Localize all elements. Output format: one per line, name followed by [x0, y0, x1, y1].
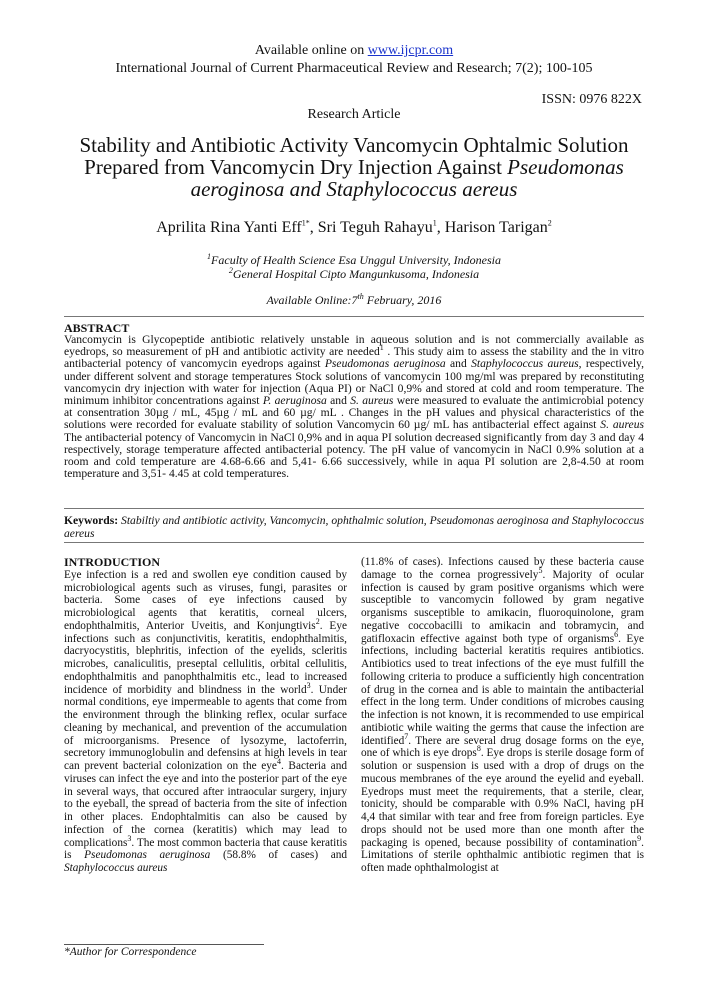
title-line-2 — [60, 156, 648, 178]
affiliation-2 — [0, 267, 708, 281]
intro-left-text-4: . Bacteria and viruses can infect the eye and into the posterior part of the eye in several ways, that occured after intraocular surgery, injury to the eyeball, the spread of bacteria from the site of infection in other places. Endophtalmitis can also be caused by infection of the cornea (keratitis) which may lead to complications — [64, 760, 347, 849]
intro-right-text-1: (11.8% of cases). Infections caused by these bacteria cause damage to the cornea progressively — [361, 556, 644, 581]
journal-site-link[interactable]: www.ijcpr.com — [367, 43, 454, 58]
affiliation-2-sup: 2 — [228, 266, 233, 275]
abstract-text-5: and — [326, 394, 351, 408]
issn: ISSN: 0976 822X — [541, 92, 642, 107]
intro-left-text-1: Eye infection is a red and swollen eye condition caused by microbiological agents such as viruses, fungi, parasites or bacteria. Some cases of eye infections caused by microbiological agents that keratitis, corneal ulcers, endophthalmitis, Anterior Uveitis, and Konjungtivis — [64, 568, 347, 632]
intro-heading: INTRODUCTION — [64, 555, 161, 569]
available-date-suffix: February, 2016 — [363, 293, 442, 307]
abstract-text-7: The antibacterial potency of Vancomycin in NaCl 0,9% and in aqua PI solution decreased significantly from day 3 and day 4 respectively, storage temperature affected antibacterial potency. The pH value of vancomycin in NaCl 0.9% solution at a room and cold temperature are 4.68-6.66 and 5,41- 6.66 successively, while in aqua PI solution are 2,8-4.50 at room temperature and 3,51- 4.45 at cold temperatures. — [64, 430, 644, 481]
paper-title — [60, 134, 648, 200]
abstract-italic-3: P. aeruginosa — [262, 394, 327, 408]
correspondence-footnote: *Author for Correspondence — [64, 946, 197, 958]
available-prefix: Available online on — [254, 43, 368, 58]
affiliations — [0, 253, 708, 281]
intro-column-right — [361, 556, 644, 875]
intro-right-sup-5: 9 — [637, 833, 642, 843]
abstract-top-rule — [64, 316, 644, 317]
abstract-text-4: , respectively, under different solvent and storage temperatures Stock solutions of vancomycin 100 mg/ml was prepared by reconstituting vancomycin dry injection with water for injection (Aqua PI) or NaCl 0,9% and stored at cold and room temperature. The minimum inhibitor concentrations against — [64, 357, 644, 408]
abstract-body — [64, 334, 644, 480]
intro-left-text-6: (58.8% of cases) and — [210, 849, 348, 862]
available-date-sup: th — [357, 292, 364, 301]
title-line-3-italic: aeroginosa and Staphylococcus aereus — [190, 177, 518, 201]
title-line-3 — [60, 178, 648, 200]
intro-left-sup-2: 3 — [306, 680, 311, 690]
keywords — [64, 515, 644, 540]
author-1-sup: 1* — [301, 218, 310, 228]
intro-left-sup-3: 4 — [276, 757, 281, 767]
intro-left-italic-2: Staphylococcus aureus — [64, 862, 168, 874]
abstract-italic-5: S. aureus — [600, 418, 645, 432]
title-line-1: Stability and Antibiotic Activity Vancomycin Ophtalmic Solution — [79, 133, 629, 157]
author-2: , Sri Teguh Rahayu — [309, 219, 433, 236]
intro-left-sup-1: 2 — [315, 616, 320, 626]
intro-right-sup-2: 6 — [614, 629, 619, 639]
intro-left-text-2: . Eye infections such as conjunctivitis, keratitis, endophthalmitis, dacryocystitis, blephritis, infection of the eyelids, scleritis microbes, canaliculitis, preseptal cellulitis, orbital cellulitis, endophthalmitis and panophthalmitis etc., lead to increased incidence of morbidity and blindness in the world — [64, 619, 347, 696]
intro-right-sup-1: 5 — [538, 565, 543, 575]
header-available-online — [0, 43, 708, 59]
intro-right-text-4: . There are several drug dosage forms on the eye, one of which is eye drops — [361, 734, 644, 760]
title-line-2-plain: Prepared from Vancomycin Dry Injection Against — [84, 155, 508, 179]
keywords-label: Keywords: — [64, 514, 119, 527]
abstract-text-1: Vancomycin is Glycopeptide antibiotic relatively unstable in aqueous solution and is not commercially available as eyedrops, so measurement of pH and antibiotic activity are needed — [64, 333, 644, 359]
title-line-2-italic: Pseudomonas — [507, 155, 624, 179]
abstract-text-2: . This study aim to assess the stability and the in vitro antibacterial potency of vancomycin eyedrops against — [64, 345, 644, 371]
intro-right-sup-4: 8 — [476, 744, 481, 754]
author-2-sup: 1 — [432, 218, 437, 228]
author-list — [0, 219, 708, 237]
abstract-heading: ABSTRACT — [64, 321, 130, 335]
intro-right-text-3: . Eye infections, including bacterial keratitis requires antibiotics. Antibiotics used to treat infections of the eye must fulfill the following criteria to produce a sufficiently high concentration of drug in the cornea and is able to maintain the antibacterial effect in the long term. Under conditions of microbes causing the infection is not known, it is recommended to use empirical antibiotic while waiting the germs that cause the infection are identified — [361, 632, 644, 747]
author-3: , Harison Tarigan — [436, 219, 548, 236]
abstract-text-6: were measured to evaluate the antimicrobial potency at consentration 30µg / mL, 45µg / mL and 60 µg/ mL . Changes in the pH values and physical characteristics of the solutions were recorded for evaluate stability of solution Vancomycin 60 µg/ mL has antibacterial effect against — [64, 394, 645, 432]
intro-left-sup-4: 3 — [127, 833, 132, 843]
journal-citation: International Journal of Current Pharmaceutical Review and Research; 7(2); 100-105 — [115, 61, 593, 76]
affiliation-1-sup: 1 — [207, 252, 212, 261]
intro-left-text-5: . The most common bacteria that cause keratitis is — [64, 836, 347, 862]
author-1: Aprilita Rina Yanti Eff — [156, 219, 302, 236]
affiliation-1 — [0, 253, 708, 267]
intro-right-text-6: . Limitations of sterile ophthalmic antibiotic regimen that is often made ophthalmologist at — [361, 836, 644, 874]
abstract-sup-1: 1 — [379, 343, 384, 353]
intro-right-text-2: . Majority of ocular infection is caused by gram positive organisms which were susceptible to vancomycin followed by gram negative organisms susceptible to amikacin, fluoroquinolone, gram negative coccobacilli to amikacin and tobramycin, and gatifloxacin effective against both type of organisms — [361, 568, 644, 645]
abstract-italic-2: Staphylococcus aureus — [471, 357, 579, 371]
abstract-text-3: and — [445, 357, 472, 371]
affiliation-2-text: General Hospital Cipto Mangunkusoma, Indonesia — [232, 267, 480, 281]
author-3-sup: 2 — [547, 218, 552, 228]
intro-column-left — [64, 556, 347, 875]
intro-left-text-3: . Under normal conditions, eye impermeable to agents that come from the environment through the blinking reflex, ocular surface cleaning by mechanical, and prevention of the accumulation of microorganisms. Presence of lysozyme, lactoferrin, secretory immunoglobulin and defensins at high levels in tear can prevent bacterial colonization on the eye — [64, 683, 347, 772]
article-type: Research Article — [307, 107, 401, 122]
available-date-prefix: Available Online:7 — [266, 293, 358, 307]
keywords-rule — [64, 542, 644, 543]
abstract-italic-1: Pseudomonas aeruginosa — [324, 357, 446, 371]
affiliation-1-text: Faculty of Health Science Esa Unggul University, Indonesia — [211, 253, 501, 267]
intro-right-text-5: . Eye drops is sterile dosage form of solution or suspension is used with a drop of drugs on the mucous membranes of the eye around the eyelid and eyeball. Eyedrops must meet the requirements, that a sterile, clear, tonicity, should be comparable with 0.9% NaCl, having pH 4,4 that similar with tear and free from foreign particles. Eye drops should not be used more than one month after the packaging is opened, because possibility of contamination — [361, 747, 645, 849]
abstract-italic-4: S. aureus — [350, 394, 394, 408]
available-online-date — [0, 293, 708, 308]
footnote-rule — [64, 944, 264, 945]
abstract-bottom-rule — [64, 508, 644, 509]
keywords-text: Stabiltiy and antibiotic activity, Vancomycin, ophthalmic solution, Pseudomonas aeroginosa and Staphylococcus aereus — [64, 514, 644, 540]
intro-right-sup-3: 7 — [404, 731, 409, 741]
intro-left-italic-1: Pseudomonas aeruginosa — [84, 849, 211, 862]
